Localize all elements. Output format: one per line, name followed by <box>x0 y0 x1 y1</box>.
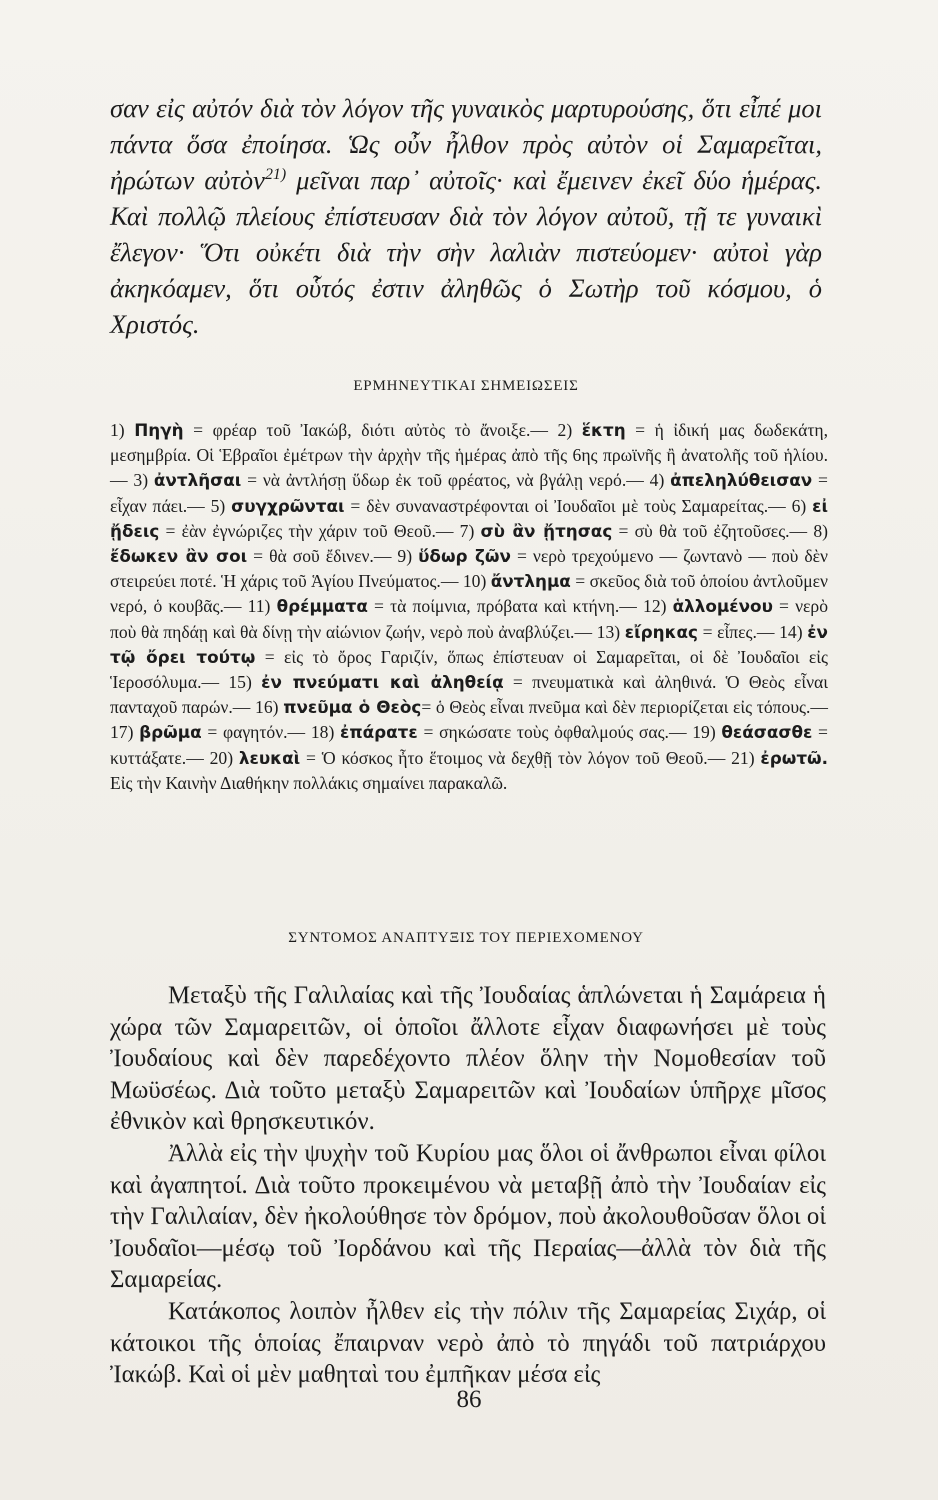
note-item: 19) θεάσασθε = κυττάξατε.— <box>110 722 828 768</box>
note-item: 16) πνεῦμα ὁ Θεὸς= ὁ Θεὸς εἶναι πνεῦμα καὶ δὲν περιορίζεται εἰς τόπους.— <box>255 697 829 718</box>
note-item: 14) ἐν τῷ ὄρει τούτῳ = εἰς τὸ ὄρος Γαριζίν, ὅπως ἐπίστευαν οἱ Σαμαρεῖται, οἱ δὲ Ἰουδαῖοι εἰς Ἱεροσόλυμα.— <box>110 621 828 693</box>
content-summary <box>110 980 826 1391</box>
explanatory-notes <box>110 418 828 796</box>
note-item: 1) Πηγὴ = φρέαρ τοῦ Ἰακώβ, διότι αὐτὸς τὸ ἄνοιξε.— <box>110 420 558 440</box>
notes-heading: ΕΡΜΗΝΕΥΤΙΚΑΙ ΣΗΜΕΙΩΣΕΙΣ <box>353 378 579 394</box>
note-item: 13) εἴρηκας = εἶπες.— <box>596 621 780 642</box>
continuation-paragraph <box>110 90 822 342</box>
summary-paragraph: Ἀλλὰ εἰς τὴν ψυχὴν τοῦ Κυρίου μας ὅλοι οἱ ἄνθρωποι εἶναι φίλοι καὶ ἀγαπητοί. Διὰ τοῦτο προκειμένου νὰ μεταβῇ ἀπὸ τὴν Ἰουδαίαν εἰς τὴν Γαλιλαίαν, δὲν ἠκολούθησε τὸν δρόμον, ποὺ ἀκολουθοῦσαν ὅλοι οἱ Ἰουδαῖοι—μέσῳ τοῦ Ἰορδάνου καὶ τῆς Περαίας—ἀλλὰ τὸν διὰ τῆς Σαμαρείας. <box>110 1139 826 1294</box>
summary-paragraph: Μεταξὺ τῆς Γαλιλαίας καὶ τῆς Ἰουδαίας ἁπλώνεται ἡ Σαμάρεια ἡ χώρα τῶν Σαμαρειτῶν, οἱ ὁποῖοι ἄλλοτε εἶχαν διαφωνήσει μὲ τοὺς Ἰουδαίους καὶ δὲν παρεδέχοντο πλέον ὅλην τὴν Νομοθεσίαν τοῦ Μωϋσέως. Διὰ τοῦτο μεταξὺ Σαμαρειτῶν καὶ Ἰουδαίων ὑπῆρχε μῖσος ἐθνικὸν καὶ θρησκευτικόν. <box>110 982 826 1136</box>
note-item: 3) ἀντλῆσαι = νὰ ἀντλήσῃ ὕδωρ ἐκ τοῦ φρέατος, νὰ βγάλῃ νερό.— <box>133 470 650 491</box>
note-item: 7) σὺ ἂν ᾔτησας = σὺ θὰ τοῦ ἐζητοῦσες.— <box>459 520 814 541</box>
note-item: 12) ἁλλομένου = νερὸ ποὺ θὰ πηδάῃ καὶ θὰ δίνῃ τὴν αἰώνιον ζωήν, νερὸ ποὺ ἀναβλύζει.— <box>110 596 829 642</box>
note-item: 18) ἐπάρατε = σηκώσατε τοὺς ὀφθαλμούς σας.— <box>310 722 693 743</box>
note-item: 10) ἄντλημα = σκεῦος διὰ τοῦ ὁποίου ἀντλοῦμεν νερό, ὁ κουβᾶς.— <box>110 571 828 617</box>
note-item: 15) ἐν πνεύματι καὶ ἀληθείᾳ = πνευματικὰ καὶ ἀληθινά. Ὁ Θεὸς εἶναι πανταχοῦ παρών.— <box>110 672 829 718</box>
footnote-marker-21: 21) <box>264 166 287 184</box>
page-number: 86 <box>456 1386 482 1413</box>
note-item: 6) εἰ ᾔδεις = ἐὰν ἐγνώριζες τὴν χάριν τοῦ Θεοῦ.— <box>110 495 828 541</box>
note-item: 4) ἀπεληλύθεισαν = εἶχαν πάει.— <box>110 470 828 516</box>
continuation-text-part1: σαν εἰς αὐτόν διὰ τὸν λόγον τῆς γυναικὸς μαρτυρούσης, ὅτι εἶπέ μοι πάντα ὅσα ἐποίησα. Ὡς οὖν ἦλθον πρὸς αὐτὸν οἱ Σαμαρεῖται, ἠρώτων αὐτὸν <box>110 93 822 195</box>
continuation-text-part2: μεῖναι παρ᾽ αὐτοῖς· καὶ ἔμεινεν ἐκεῖ δύο ἡμέρας. Καὶ πολλῷ πλείους ἐπίστευσαν διὰ τὸν λόγον αὐτοῦ, τῇ τε γυναικὶ ἔλεγον· Ὅτι οὐκέτι διὰ τὴν σὴν λαλιὰν πιστεύομεν· αὐτοὶ γὰρ ἀκηκόαμεν, ὅτι οὗτός ἐστιν ἀληθῶς ὁ Σωτὴρ τοῦ κόσμου, ὁ Χριστός. <box>110 165 822 339</box>
gospel-continuation <box>110 90 822 342</box>
summary-paragraph: Κατάκοπος λοιπὸν ἦλθεν εἰς τὴν πόλιν τῆς Σαμαρείας Σιχάρ, οἱ κάτοικοι τῆς ὁποίας ἔπαιρναν νερὸ ἀπὸ τὸ πηγάδι τοῦ πατριάρχου Ἰακώβ. Καὶ οἱ μὲν μαθηταὶ του ἐμπῆκαν μέσα εἰς <box>110 1297 826 1389</box>
note-item: 11) θρέμματα = τὰ ποίμνια, πρόβατα καὶ κτήνη.— <box>247 596 644 617</box>
note-item: 5) συγχρῶνται = δὲν συναναστρέφονται οἱ Ἰουδαῖοι μὲ τοὺς Σαμαρείτας.— <box>210 495 792 516</box>
note-item: 8) ἔδωκεν ἂν σοι = θὰ σοῦ ἔδινεν.— <box>110 520 828 567</box>
note-item: 9) ὕδωρ ζῶν = νερὸ τρεχούμενο — ζωντανὸ — ποὺ δὲν στειρεύει ποτέ. Ἡ χάρις τοῦ Ἁγίου Πνεύματος.— <box>110 546 828 592</box>
note-item: 17) βρῶμα = φαγητόν.— <box>110 722 311 743</box>
note-item: 21) ἐρωτῶ. Εἰς τὴν Καινὴν Διαθήκην πολλάκις σημαίνει παρακαλῶ. <box>110 747 828 793</box>
summary-heading: ΣΥΝΤΟΜΟΣ ΑΝΑΠΤΥΞΙΣ ΤΟΥ ΠΕΡΙΕΧΟΜΕΝΟΥ <box>288 930 644 946</box>
note-item: 20) λευκαὶ = Ὁ κόσκος ἦτο ἕτοιμος νὰ δεχθῇ τὸν λόγον τοῦ Θεοῦ.— <box>209 747 732 768</box>
note-item: 2) ἕκτη = ἡ ἰδική μας δωδεκάτη, μεσημβρία. Οἱ Ἑβραῖοι ἐμέτρων τὴν ἀρχὴν τῆς ἡμέρας ἀπὸ τῆς 6ης πρωϊνῆς ἢ ἀνατολῆς τοῦ ἡλίου.— <box>110 420 829 491</box>
